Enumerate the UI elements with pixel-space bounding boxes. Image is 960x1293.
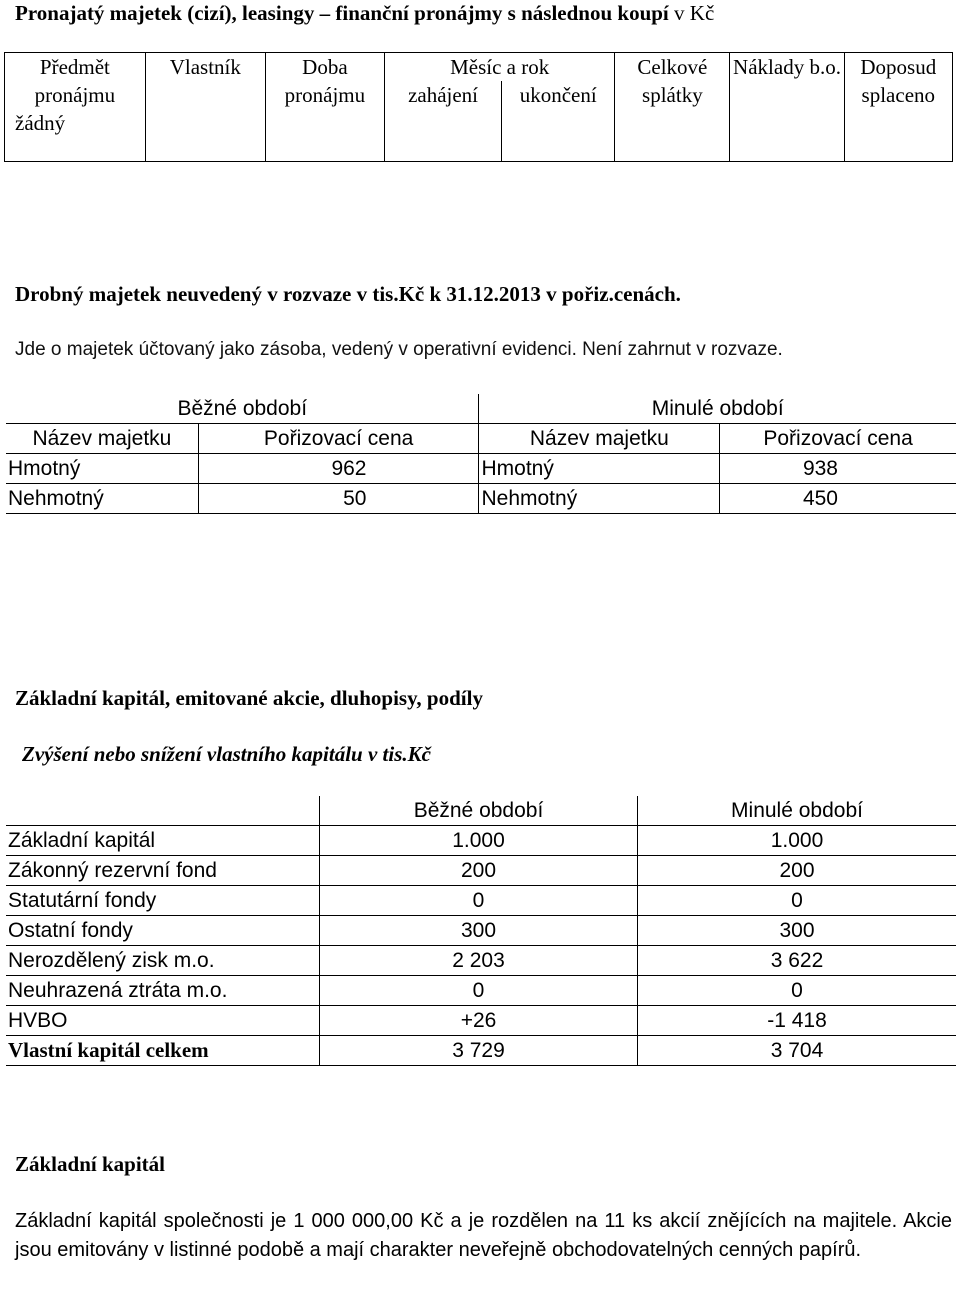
lease-heading-title: Pronajatý majetek (cizí), leasingy – finanční pronájmy s následnou koupí	[15, 1, 669, 25]
lease-row-subject: žádný	[5, 109, 146, 161]
lease-heading-unit: v Kč	[674, 1, 715, 25]
equity-total-previous: 3 704	[638, 1036, 957, 1066]
equity-table	[6, 796, 956, 1066]
lease-row-end	[502, 109, 615, 161]
table-row-total	[6, 1036, 956, 1066]
equity-previous: 300	[638, 916, 957, 946]
share-capital-text: Základní kapitál společnosti je 1 000 000,00 Kč a je rozdělen na 11 ks akcií znějících na majitele. Akcie jsou emitovány v listinné podobě a mají charakter neveřejně obchodovatelných cenných papírů.	[15, 1210, 952, 1261]
asset-cost-cur: 962	[198, 454, 479, 484]
equity-current: 300	[320, 916, 638, 946]
equity-label: Zákonný rezervní fond	[6, 856, 320, 886]
asset-cost-prev: 938	[720, 454, 956, 484]
asset-name-cur: Hmotný	[6, 454, 198, 484]
table-row	[6, 454, 956, 484]
equity-current: 1.000	[320, 826, 638, 856]
lease-row-costs	[730, 109, 844, 161]
equity-previous: 0	[638, 976, 957, 1006]
lease-col-owner: Vlastník	[145, 53, 265, 162]
lease-col-costs: Náklady b.o.	[730, 53, 844, 110]
lease-col-total: Celkové splátky	[615, 53, 730, 110]
equity-current: +26	[320, 1006, 638, 1036]
lease-col-paid: Doposud splaceno	[844, 53, 952, 110]
equity-current: 0	[320, 976, 638, 1006]
equity-subheading: Zvýšení nebo snížení vlastního kapitálu v tis.Kč	[22, 742, 431, 766]
lease-col-start: zahájení	[385, 81, 502, 109]
table-row	[6, 916, 956, 946]
asset-cost-prev: 450	[720, 484, 956, 514]
equity-current: 200	[320, 856, 638, 886]
lease-heading	[15, 0, 714, 26]
asset-cost-cur: 50	[198, 484, 479, 514]
equity-previous: 1.000	[638, 826, 957, 856]
table-row	[6, 886, 956, 916]
table-row	[6, 976, 956, 1006]
equity-col-current: Běžné období	[320, 796, 638, 826]
equity-label: Ostatní fondy	[6, 916, 320, 946]
lease-row-total	[615, 109, 730, 161]
equity-previous: 0	[638, 886, 957, 916]
asset-name-cur: Nehmotný	[6, 484, 198, 514]
lease-col-month-year: Měsíc a rok	[385, 53, 615, 82]
equity-previous: -1 418	[638, 1006, 957, 1036]
lease-col-duration: Doba pronájmu	[265, 53, 384, 110]
table-row	[6, 1006, 956, 1036]
equity-previous: 3 622	[638, 946, 957, 976]
lease-col-subject: Předmět pronájmu	[5, 53, 146, 110]
asset-name-prev: Hmotný	[479, 454, 720, 484]
asset-name-prev: Nehmotný	[479, 484, 720, 514]
equity-previous: 200	[638, 856, 957, 886]
small-assets-table	[6, 394, 956, 514]
table-row	[6, 946, 956, 976]
equity-label: Statutární fondy	[6, 886, 320, 916]
lease-row-paid	[844, 109, 952, 161]
equity-label: Neuhrazená ztráta m.o.	[6, 976, 320, 1006]
small-assets-col-cost-prev: Pořizovací cena	[720, 424, 956, 454]
equity-col-previous: Minulé období	[638, 796, 957, 826]
equity-current: 2 203	[320, 946, 638, 976]
equity-current: 0	[320, 886, 638, 916]
small-assets-note: Jde o majetek účtovaný jako zásoba, vedený v operativní evidenci. Není zahrnut v rozvaze.	[15, 339, 783, 360]
small-assets-current-period: Běžné období	[6, 394, 479, 424]
lease-row-duration	[265, 109, 384, 161]
equity-label: Základní kapitál	[6, 826, 320, 856]
equity-total-current: 3 729	[320, 1036, 638, 1066]
share-capital-heading: Základní kapitál	[15, 1152, 165, 1176]
equity-total-label: Vlastní kapitál celkem	[6, 1036, 320, 1066]
equity-col-label	[6, 796, 320, 826]
lease-col-end: ukončení	[502, 81, 615, 109]
small-assets-heading: Drobný majetek neuvedený v rozvaze v tis.Kč k 31.12.2013 v pořiz.cenách.	[15, 282, 681, 306]
equity-heading: Základní kapitál, emitované akcie, dluhopisy, podíly	[15, 686, 483, 710]
equity-label: Nerozdělený zisk m.o.	[6, 946, 320, 976]
small-assets-col-cost-cur: Pořizovací cena	[198, 424, 479, 454]
equity-label: HVBO	[6, 1006, 320, 1036]
lease-row-start	[385, 109, 502, 161]
lease-table	[4, 52, 953, 162]
table-row	[6, 484, 956, 514]
small-assets-col-name-prev: Název majetku	[479, 424, 720, 454]
small-assets-col-name-cur: Název majetku	[6, 424, 198, 454]
small-assets-previous-period: Minulé období	[479, 394, 956, 424]
table-row	[6, 856, 956, 886]
table-row	[6, 826, 956, 856]
